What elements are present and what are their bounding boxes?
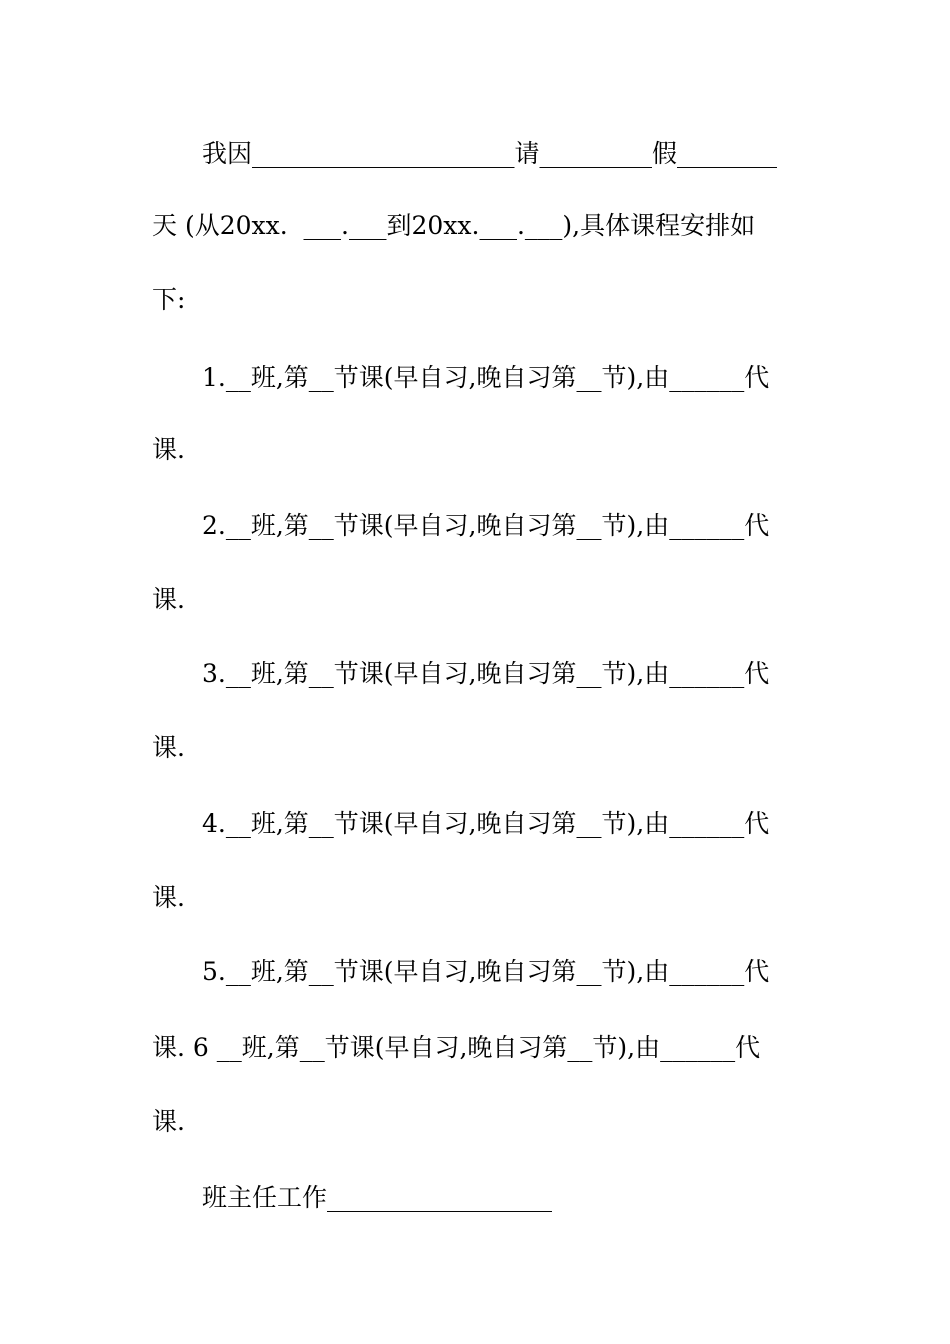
schedule-item-5-end-item-6: 课. 6 __班,第__节课(早自习,晚自习第__节),由______代: [152, 1033, 761, 1062]
schedule-item-4: 4.__班,第__节课(早自习,晚自习第__节),由______代: [202, 809, 770, 838]
leave-dates-line: 天 (从20xx. ___.___到20xx.___.___),具体课程安排如: [152, 211, 756, 240]
schedule-item-2: 2.__班,第__节课(早自习,晚自习第__节),由______代: [202, 511, 770, 540]
schedule-item-3: 3.__班,第__节课(早自习,晚自习第__节),由______代: [202, 659, 770, 688]
schedule-intro-line: 下:: [152, 285, 186, 314]
schedule-item-1-end: 课.: [152, 435, 185, 464]
schedule-item-5: 5.__班,第__节课(早自习,晚自习第__节),由______代: [202, 957, 770, 986]
leave-reason-line: 我因_____________________请_________假________: [202, 139, 778, 168]
schedule-item-6-end: 课.: [152, 1107, 185, 1136]
schedule-item-2-end: 课.: [152, 585, 185, 614]
schedule-item-1: 1.__班,第__节课(早自习,晚自习第__节),由______代: [202, 363, 770, 392]
head-teacher-work-line: 班主任工作__________________: [202, 1183, 553, 1212]
schedule-item-3-end: 课.: [152, 733, 185, 762]
schedule-item-4-end: 课.: [152, 883, 185, 912]
